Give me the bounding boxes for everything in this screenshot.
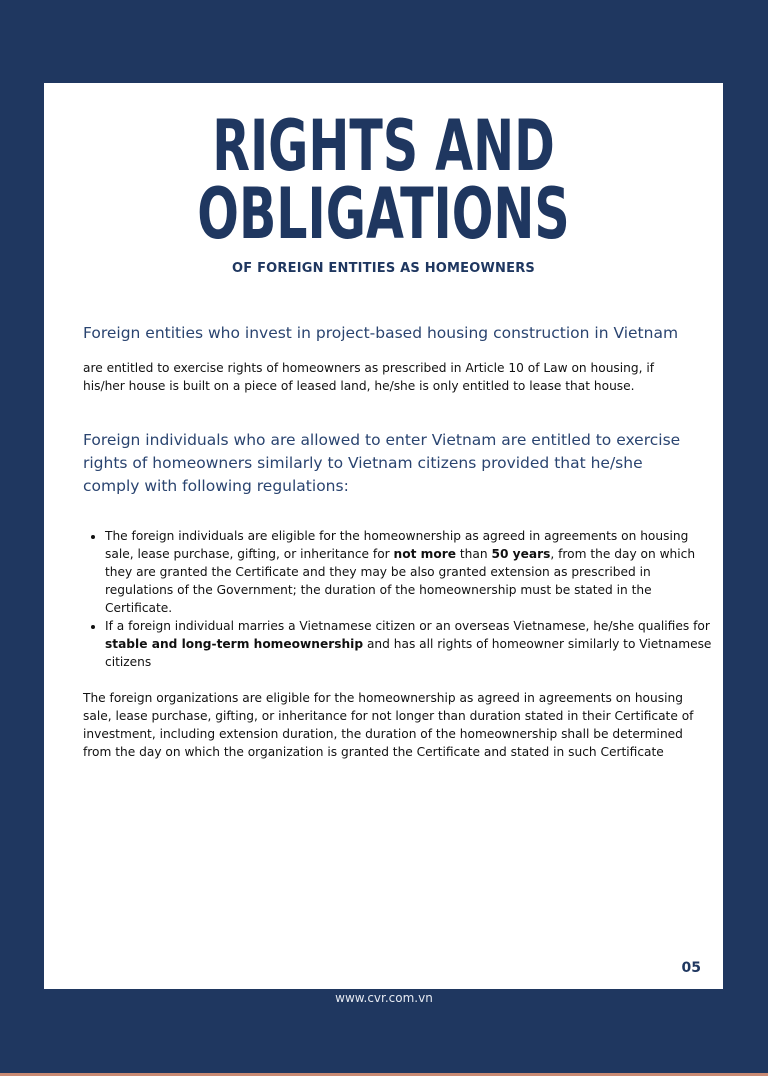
page-number: 05 — [681, 960, 701, 976]
page-title-line-2: OBLIGATIONS — [197, 173, 570, 255]
document-page — [44, 83, 723, 989]
bold-text: stable and long-term homeownership — [105, 637, 364, 651]
page-subtitle: OF FOREIGN ENTITIES AS HOMEOWNERS — [232, 261, 535, 276]
regulations-list — [83, 527, 717, 671]
section2-lead: Foreign individuals who are allowed to enter Vietnam are entitled to exercise rights of homeowners similarly to Vietnam citizens provided that he/she comply with following regulations: — [83, 431, 681, 495]
section1-body: are entitled to exercise rights of homeowners as prescribed in Article 10 of Law on housing, if his/her house is built on a piece of leased land, he/she is only entitled to lease that house. — [83, 361, 655, 393]
section3-body: The foreign organizations are eligible for the homeownership as agreed in agreements on housing sale, lease purchase, gifting, or inheritance for not longer than duration stated in their Certificate of investment, including extension duration, the duration of the homeownership shall be determined from the day on which the organization is granted the Certificate and stated in such Certificate — [83, 691, 694, 759]
section1-lead: Foreign entities who invest in project-based housing construction in Vietnam — [83, 324, 679, 342]
bold-text: 50 years — [491, 547, 551, 561]
bold-text: not more — [393, 547, 457, 561]
list-item: • The foreign individuals are eligible for the homeownership as agreed in agreements on housing sale, lease purchase, gifting, or inheritance for not more than 50 years, from the day on which they are granted the Certificate and they may be also granted extension as prescribed in regulations of the Government; the duration of the homeownership must be stated in the Certificate. — [105, 527, 717, 617]
page-title-line-1: RIGHTS AND — [212, 105, 555, 187]
footer-url: www.cvr.com.vn — [335, 991, 433, 1005]
list-item: • If a foreign individual marries a Vietnamese citizen or an overseas Vietnamese, he/she qualifies for stable and long-term homeownership and has all rights of homeowner similarly to Vietnamese citizens — [105, 617, 717, 671]
